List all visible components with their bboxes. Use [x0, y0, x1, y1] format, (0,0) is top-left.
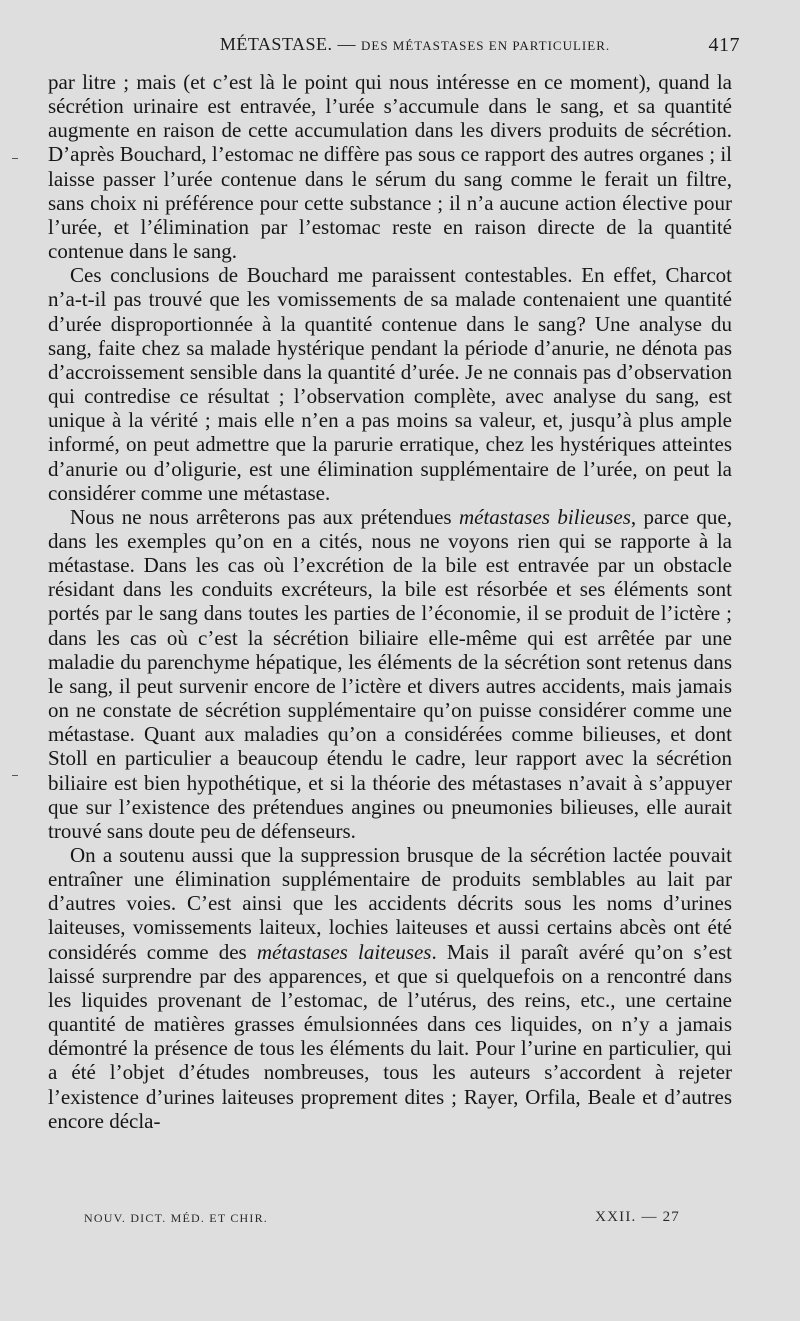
running-head-subtitle: DES MÉTASTASES EN PARTICULIER.: [361, 38, 611, 53]
paragraph-text: . Mais il paraît avéré qu’on s’est laissé surprendre par des apparences, et que si quelquefois on a rencontré dans les liquides provenant de l’estomac, de l’utérus, des reins, etc., une certaine quantité de matières grasses émulsionnées dans ces liquides, on n’y a jamais démontré la présence de tous les éléments du lait. Pour l’urine en particulier, qui a été l’objet d’études nombreuses, tous les auteurs s’accordent à rejeter l’existence d’urines laiteuses proprement dites ; Rayer, Orfila, Beale et d’autres encore décla-: [48, 939, 732, 1133]
body-text: [48, 70, 732, 1133]
paragraph-text: Ces conclusions de Bouchard me paraissent contestables. En effet, Charcot n’a-t-il pas trouvé que les vomissements de sa malade contenaient une quantité d’urée disproportionnée à la quantité contenue dans le sang? Une analyse du sang, faite chez sa malade hystérique pendant la période d’anurie, ne dénota pas d’accroissement sensible dans la quantité d’urée. Je ne connais pas d’observation qui contredise ce résultat ; l’observation complète, avec analyse du sang, est unique à la vérité ; mais elle n’en a pas moins sa valeur, et, jusqu’à plus ample informé, on peut admettre que la parurie erratique, chez les hystériques atteintes d’anurie ou d’oligurie, est une élimination supplémentaire de l’urée, on peut la considérer comme une métastase.: [48, 263, 732, 505]
italic-term: métastases bilieuses: [458, 504, 631, 529]
signature-right: XXII. — 27: [595, 1209, 680, 1225]
paragraph-text: On a soutenu aussi que la suppression brusque de la sécrétion lactée pouvait entraîner une élimination supplémentaire de produits semblables au lait par d’autres voies. C’est ainsi que les accidents décrits sous les noms d’urines laiteuses, vomissements laiteux, lochies laiteuses et aussi certains abcès ont été considérés comme des: [48, 843, 732, 964]
italic-term: métastases laiteuses: [256, 939, 432, 964]
page-footer: [84, 1209, 680, 1231]
page-number: 417: [708, 34, 740, 56]
signature-left: NOUV. DICT. MÉD. ET CHIR.: [84, 1211, 269, 1225]
running-head: [48, 34, 740, 70]
margin-mark: [12, 775, 18, 776]
margin-mark: [12, 158, 18, 159]
head-title-text: MÉTASTASE. —: [219, 34, 361, 54]
paragraph-text: Nous ne nous arrêterons pas aux prétendues: [70, 504, 459, 529]
paragraph-text: par litre ; mais (et c’est là le point qui nous intéresse en ce moment), quand la sécrétion urinaire est entravée, l’urée s’accumule dans le sang, et sa quantité augmente en raison de cette accumulation dans les divers produits de sécrétion. D’après Bouchard, l’estomac ne diffère pas sous ce rapport des autres organes ; il laisse passer l’urée contenue dans le sérum du sang comme le ferait un filtre, sans choix ni préférence pour cette substance ; il n’a aucune action élective pour l’urée, et l’élimination par l’estomac reste en raison directe de la quantité contenue dans le sang.: [48, 70, 732, 264]
paragraph: [48, 70, 732, 263]
paragraph: [48, 263, 732, 505]
paragraph-text: , parce que, dans les exemples qu’on en a cités, nous ne voyons rien qui se rapporte à la métastase. Dans les cas où l’excrétion de la bile est entravée par un obstacle résidant dans les conduits excréteurs, la bile est résorbée et ses éléments sont portés par le sang dans toutes les parties de l’économie, il se produit de l’ictère ; dans les cas où c’est la sécrétion biliaire elle-même qui est arrêtée par une maladie du parenchyme hépatique, les éléments de la sécrétion sont retenus dans le sang, il peut survenir encore de l’ictère et divers autres accidents, mais jamais on ne constate de sécrétion supplémentaire qu’on puisse considérer comme une métastase. Quant aux maladies qu’on a considérées comme bilieuses, et dont Stoll en particulier a beaucoup étendu le cadre, leur rapport avec la sécrétion biliaire est bien hypothétique, et si la théorie des métastases n’avait à s’appuyer que sur l’existence des prétendues angines ou pneumonies bilieuses, elle aurait trouvé sans doute peu de défenseurs.: [48, 504, 733, 843]
running-head-title: [220, 34, 610, 55]
paragraph: [48, 505, 732, 843]
paragraph: [48, 843, 732, 1133]
